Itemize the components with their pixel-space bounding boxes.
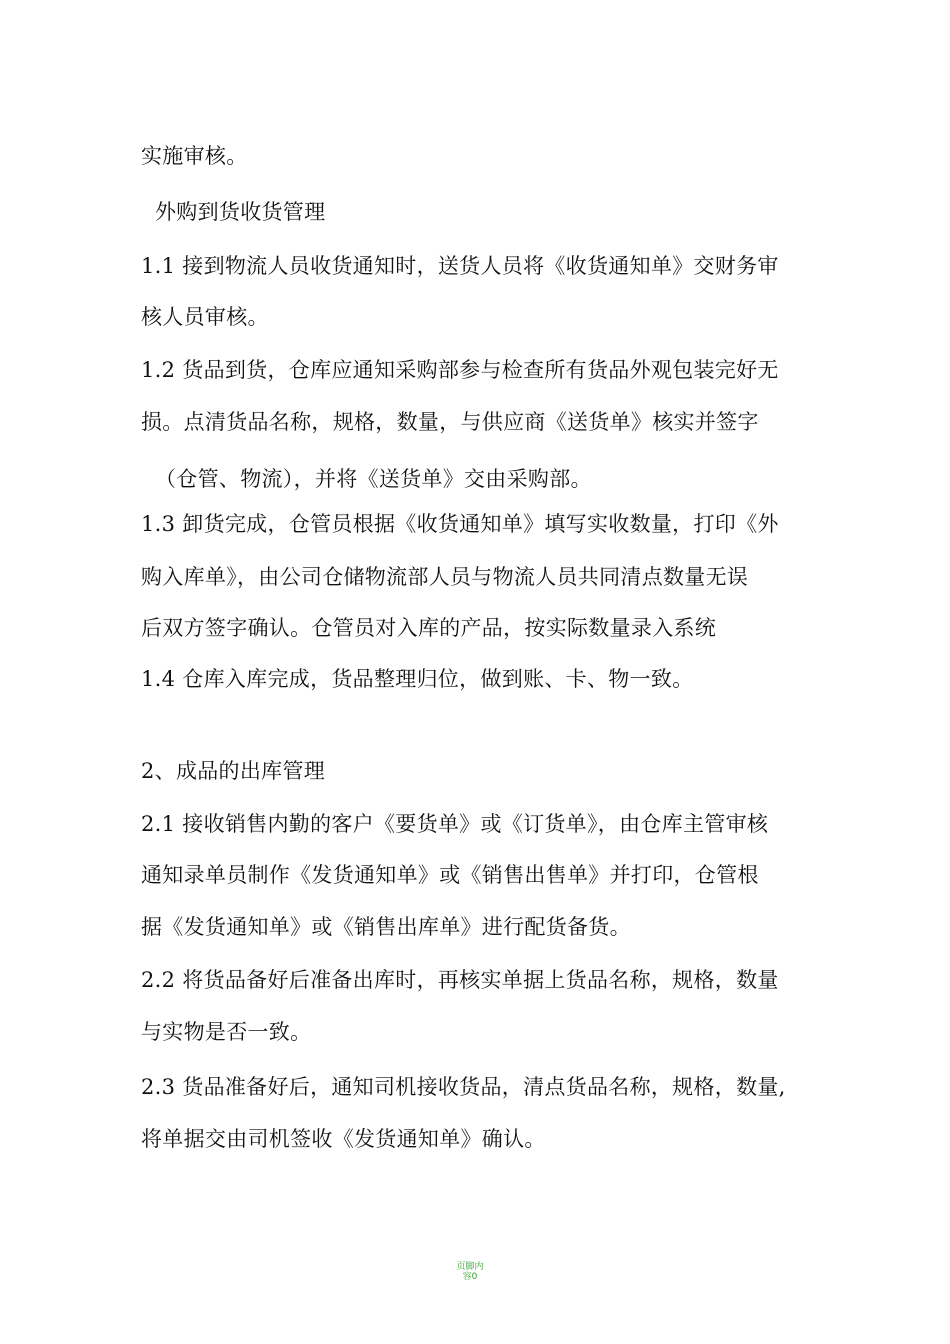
text-line: 实施审核。 <box>141 144 248 168</box>
footer-line: 容0 <box>462 1272 478 1282</box>
text-line: 购入库单》，由公司仓储物流部人员与物流人员共同清点数量无误 <box>141 565 749 589</box>
page-footer <box>440 1262 500 1282</box>
text-line: 1.1 接到物流人员收货通知时，送货人员将《收货通知单》交财务审 <box>141 254 779 278</box>
text-line: 1.3 卸货完成，仓管员根据《收货通知单》填写实收数量，打印《外 <box>141 512 779 536</box>
text-line: 通知录单员制作《发货通知单》或《销售出售单》并打印，仓管根 <box>141 863 759 887</box>
text-line: 损。点清货品名称，规格，数量，与供应商《送货单》核实并签字 <box>141 410 759 434</box>
footer-line: 页脚内 <box>456 1262 484 1272</box>
text-line: 2.2 将货品备好后准备出库时，再核实单据上货品名称，规格，数量 <box>141 968 779 992</box>
text-line: 后双方签字确认。仓管员对入库的产品，按实际数量录入系统 <box>141 616 717 640</box>
text-line: （仓管、物流），并将《送货单》交由采购部。 <box>155 467 592 491</box>
text-line: 1.4 仓库入库完成，货品整理归位，做到账、卡、物一致。 <box>141 667 694 691</box>
section-heading: 外购到货收货管理 <box>155 200 326 224</box>
text-line: 核人员审核。 <box>141 305 269 329</box>
text-line: 与实物是否一致。 <box>141 1020 312 1044</box>
text-line: 2.3 货品准备好后，通知司机接收货品，清点货品名称，规格，数量, <box>141 1075 786 1099</box>
text-line: 据《发货通知单》或《销售出库单》进行配货备货。 <box>141 915 631 939</box>
text-line: 2.1 接收销售内勤的客户《要货单》或《订货单》，由仓库主管审核 <box>141 812 769 836</box>
text-line: 1.2 货品到货，仓库应通知采购部参与检查所有货品外观包装完好无 <box>141 358 779 382</box>
text-line: 将单据交由司机签收《发货通知单》确认。 <box>141 1127 546 1151</box>
section-heading: 2、成品的出库管理 <box>141 759 326 783</box>
